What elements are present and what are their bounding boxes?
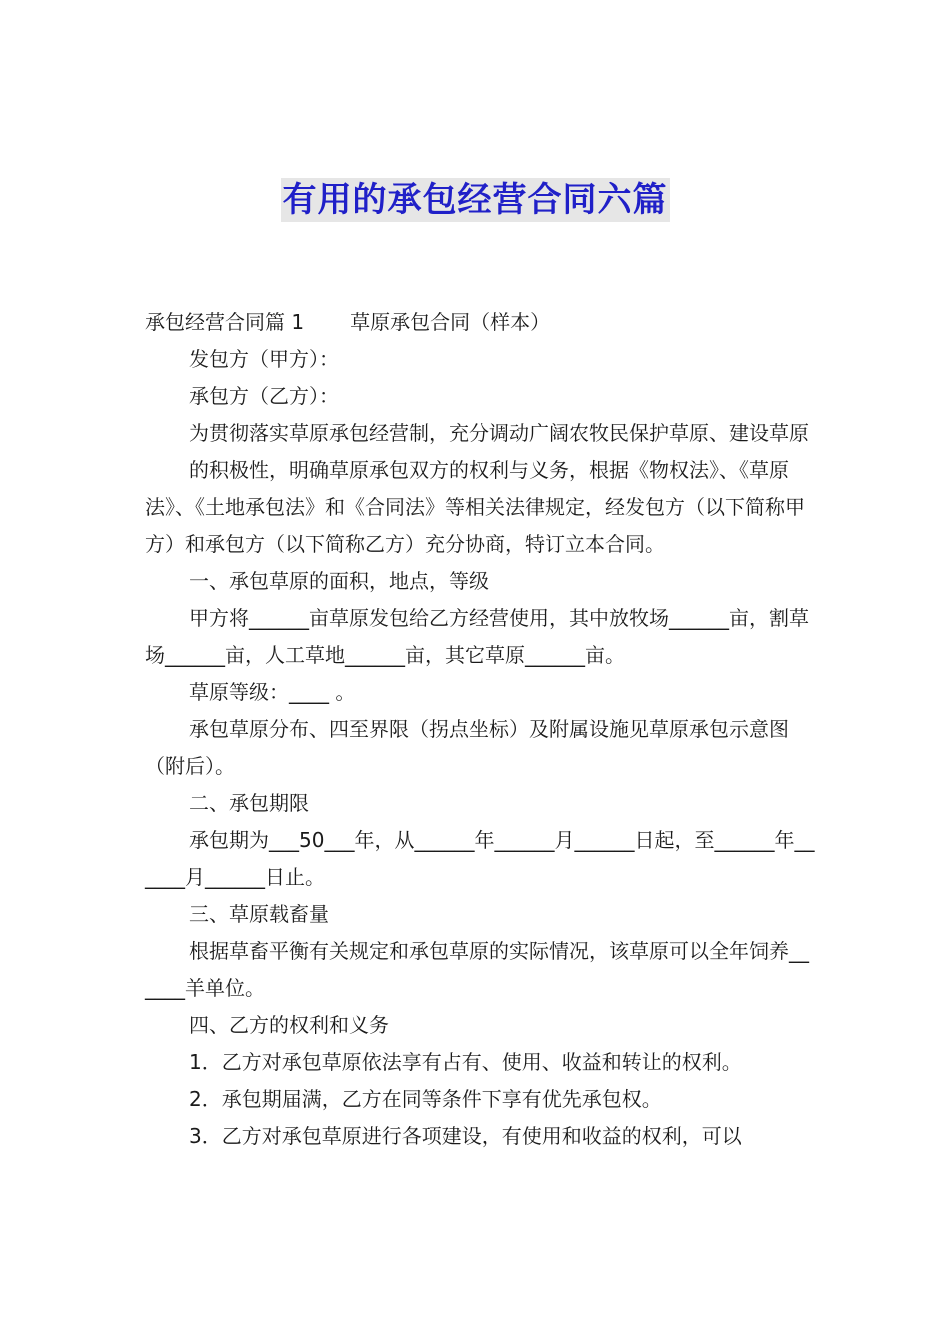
paragraph-boundary: 承包草原分布、四至界限（拐点坐标）及附属设施见草原承包示意图（附后）。 bbox=[145, 717, 789, 778]
paragraph-grade: 草原等级：____ 。 bbox=[189, 680, 356, 704]
clause-heading-4: 四、乙方的权利和义务 bbox=[189, 1013, 389, 1037]
paragraph-legal-basis: 的积极性，明确草原承包双方的权利与义务，根据《物权法》、《草原法》、《土地承包法》和《合同法》等相关法律规定，经发包方（以下简称甲方）和承包方（以下简称乙方）充分协商，特订立本合同。 bbox=[145, 458, 805, 556]
section-heading-line bbox=[145, 304, 817, 341]
clause-heading-1: 一、承包草原的面积，地点，等级 bbox=[189, 569, 489, 593]
list-item-2: 2．承包期届满，乙方在同等条件下享有优先承包权。 bbox=[189, 1087, 662, 1111]
paragraph-term: 承包期为___50___年，从______年______月______日起，至______年______月______日止。 bbox=[145, 828, 815, 889]
paragraph-contractor: 承包方（乙方）： bbox=[189, 384, 339, 408]
paragraph-livestock: 根据草畜平衡有关规定和承包草原的实际情况，该草原可以全年饲养______羊单位。 bbox=[145, 939, 809, 1000]
paragraph-area: 甲方将______亩草原发包给乙方经营使用，其中放牧场______亩，割草场______亩，人工草地______亩，其它草原______亩。 bbox=[145, 606, 809, 667]
section-heading: 承包经营合同篇 1 bbox=[145, 310, 305, 334]
section-subtitle: 草原承包合同（样本） bbox=[350, 310, 551, 334]
clause-heading-2: 二、承包期限 bbox=[189, 791, 309, 815]
list-item-3: 3．乙方对承包草原进行各项建设，有使用和收益的权利，可以 bbox=[189, 1124, 742, 1148]
clause-heading-3: 三、草原载畜量 bbox=[189, 902, 329, 926]
document-body bbox=[145, 304, 817, 1155]
paragraph-purpose: 为贯彻落实草原承包经营制，充分调动广阔农牧民保护草原、建设草原 bbox=[189, 421, 809, 445]
paragraph-issuer: 发包方（甲方）： bbox=[189, 347, 339, 371]
list-item-1: 1．乙方对承包草原依法享有占有、使用、收益和转让的权利。 bbox=[189, 1050, 742, 1074]
title-container bbox=[0, 178, 950, 222]
document-title: 有用的承包经营合同六篇 bbox=[282, 180, 668, 220]
